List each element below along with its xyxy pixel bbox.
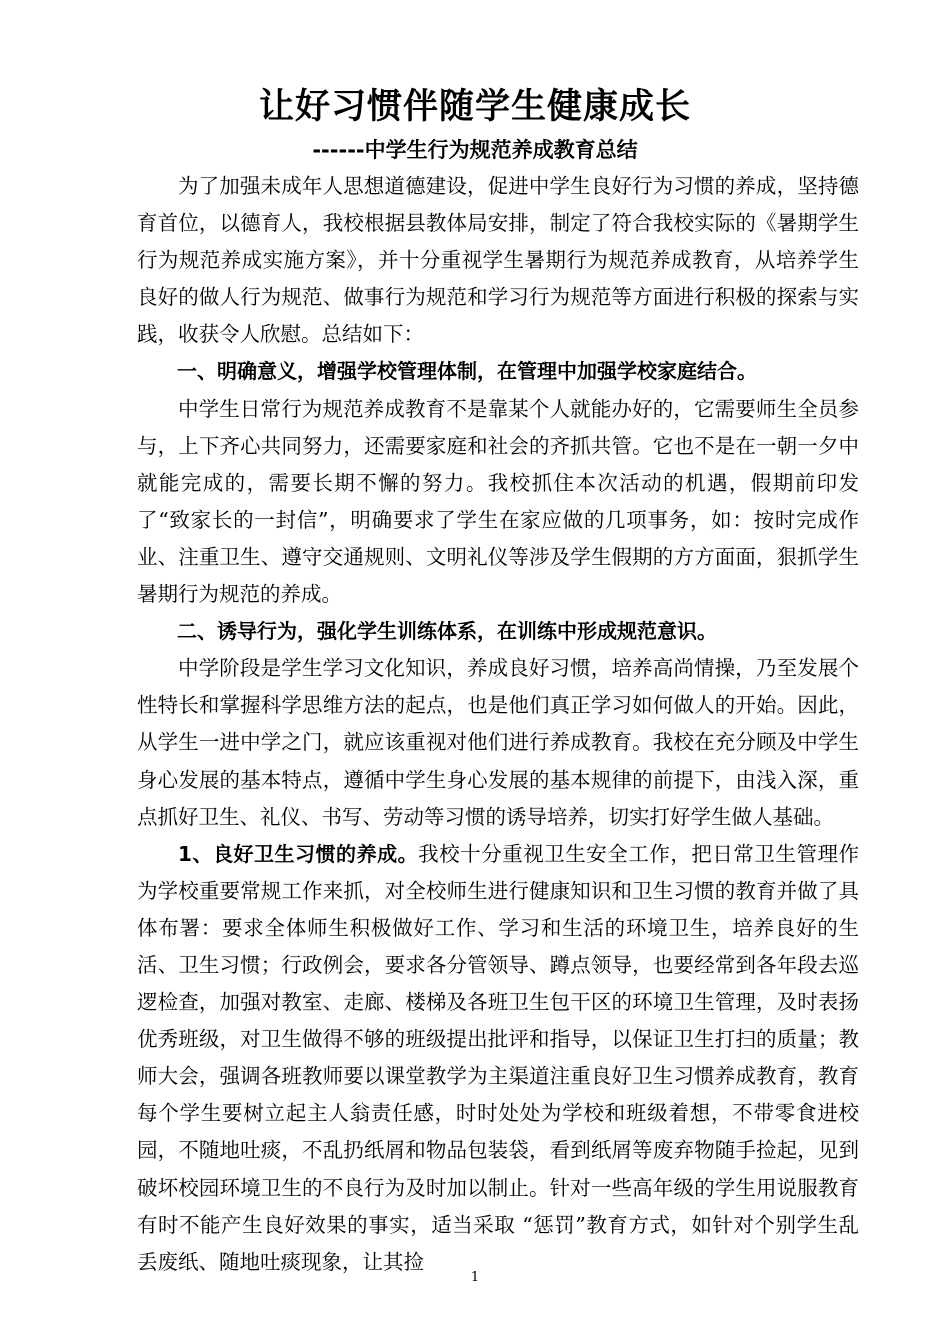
page-number: 1 <box>470 1270 480 1285</box>
item-one-lead: 1、良好卫生习惯的养成。 <box>178 841 419 866</box>
document-body <box>137 168 859 1281</box>
section-one-paragraph: 中学生日常行为规范养成教育不是靠某个人就能办好的，它需要师生全员参与，上下齐心共同努力，还需要家庭和社会的齐抓共管。它也不是在一朝一夕中就能完成的，需要长期不懈的努力。我校抓住本次活动的机遇，假期前印发了“致家长的一封信”，明确要求了学生在家应做的几项事务，如：按时完成作业、注重卫生、遵守交通规则、文明礼仪等涉及学生假期的方方面面，狠抓学生暑期行为规范的养成。 <box>137 396 859 607</box>
document-subtitle: ------中学生行为规范养成教育总结 <box>312 138 638 162</box>
intro-paragraph: 为了加强未成年人思想道德建设，促进中学生良好行为习惯的养成，坚持德育首位，以德育人，我校根据县教体局安排，制定了符合我校实际的《暑期学生行为规范养成实施方案》，并十分重视学生暑期行为规范养成教育，从培养学生良好的做人行为规范、做事行为规范和学习行为规范等方面进行积极的探索与实践，收获令人欣慰。总结如下： <box>137 174 859 347</box>
section-two-paragraph: 中学阶段是学生学习文化知识，养成良好习惯，培养高尚情操，乃至发展个性特长和掌握科学思维方法的起点，也是他们真正学习如何做人的开始。因此，从学生一进中学之门，就应该重视对他们进行养成教育。我校在充分顾及中学生身心发展的基本特点，遵循中学生身心发展的基本规律的前提下，由浅入深，重点抓好卫生、礼仪、书写、劳动等习惯的诱导培养，切实打好学生做人基础。 <box>137 656 859 829</box>
item-one-paragraph <box>137 836 859 1281</box>
document-title: 让好习惯伴随学生健康成长 <box>258 87 691 127</box>
section-heading-two: 二、诱导行为，强化学生训练体系，在训练中形成规范意识。 <box>177 619 717 644</box>
section-heading-one: 一、明确意义，增强学校管理体制，在管理中加强学校家庭结合。 <box>177 359 757 384</box>
item-one-text: 我校十分重视卫生安全工作，把日常卫生管理作为学校重要常规工作来抓，对全校师生进行健康知识和卫生习惯的教育并做了具体布署：要求全体师生积极做好工作、学习和生活的环境卫生，培养良好的生活、卫生习惯；行政例会，要求各分管领导、蹲点领导，也要经常到各年段去巡逻检查，加强对教室、走廊、楼梯及各班卫生包干区的环境卫生管理，及时表扬优秀班级，对卫生做得不够的班级提出批评和指导，以保证卫生打扫的质量；教师大会，强调各班教师要以课堂教学为主渠道注重良好卫生习惯养成教育，教育每个学生要树立起主人翁责任感，时时处处为学校和班级着想，不带零食进校园，不随地吐痰，不乱扔纸屑和物品包装袋，看到纸屑等废弃物随手捡起，见到破坏校园环境卫生的不良行为及时加以制止。针对一些高年级的学生用说服教育有时不能产生良好效果的事实，适当采取 “惩罚”教育方式，如针对个别学生乱丢废纸、随地吐痰现象，让其捡 <box>137 841 860 1274</box>
